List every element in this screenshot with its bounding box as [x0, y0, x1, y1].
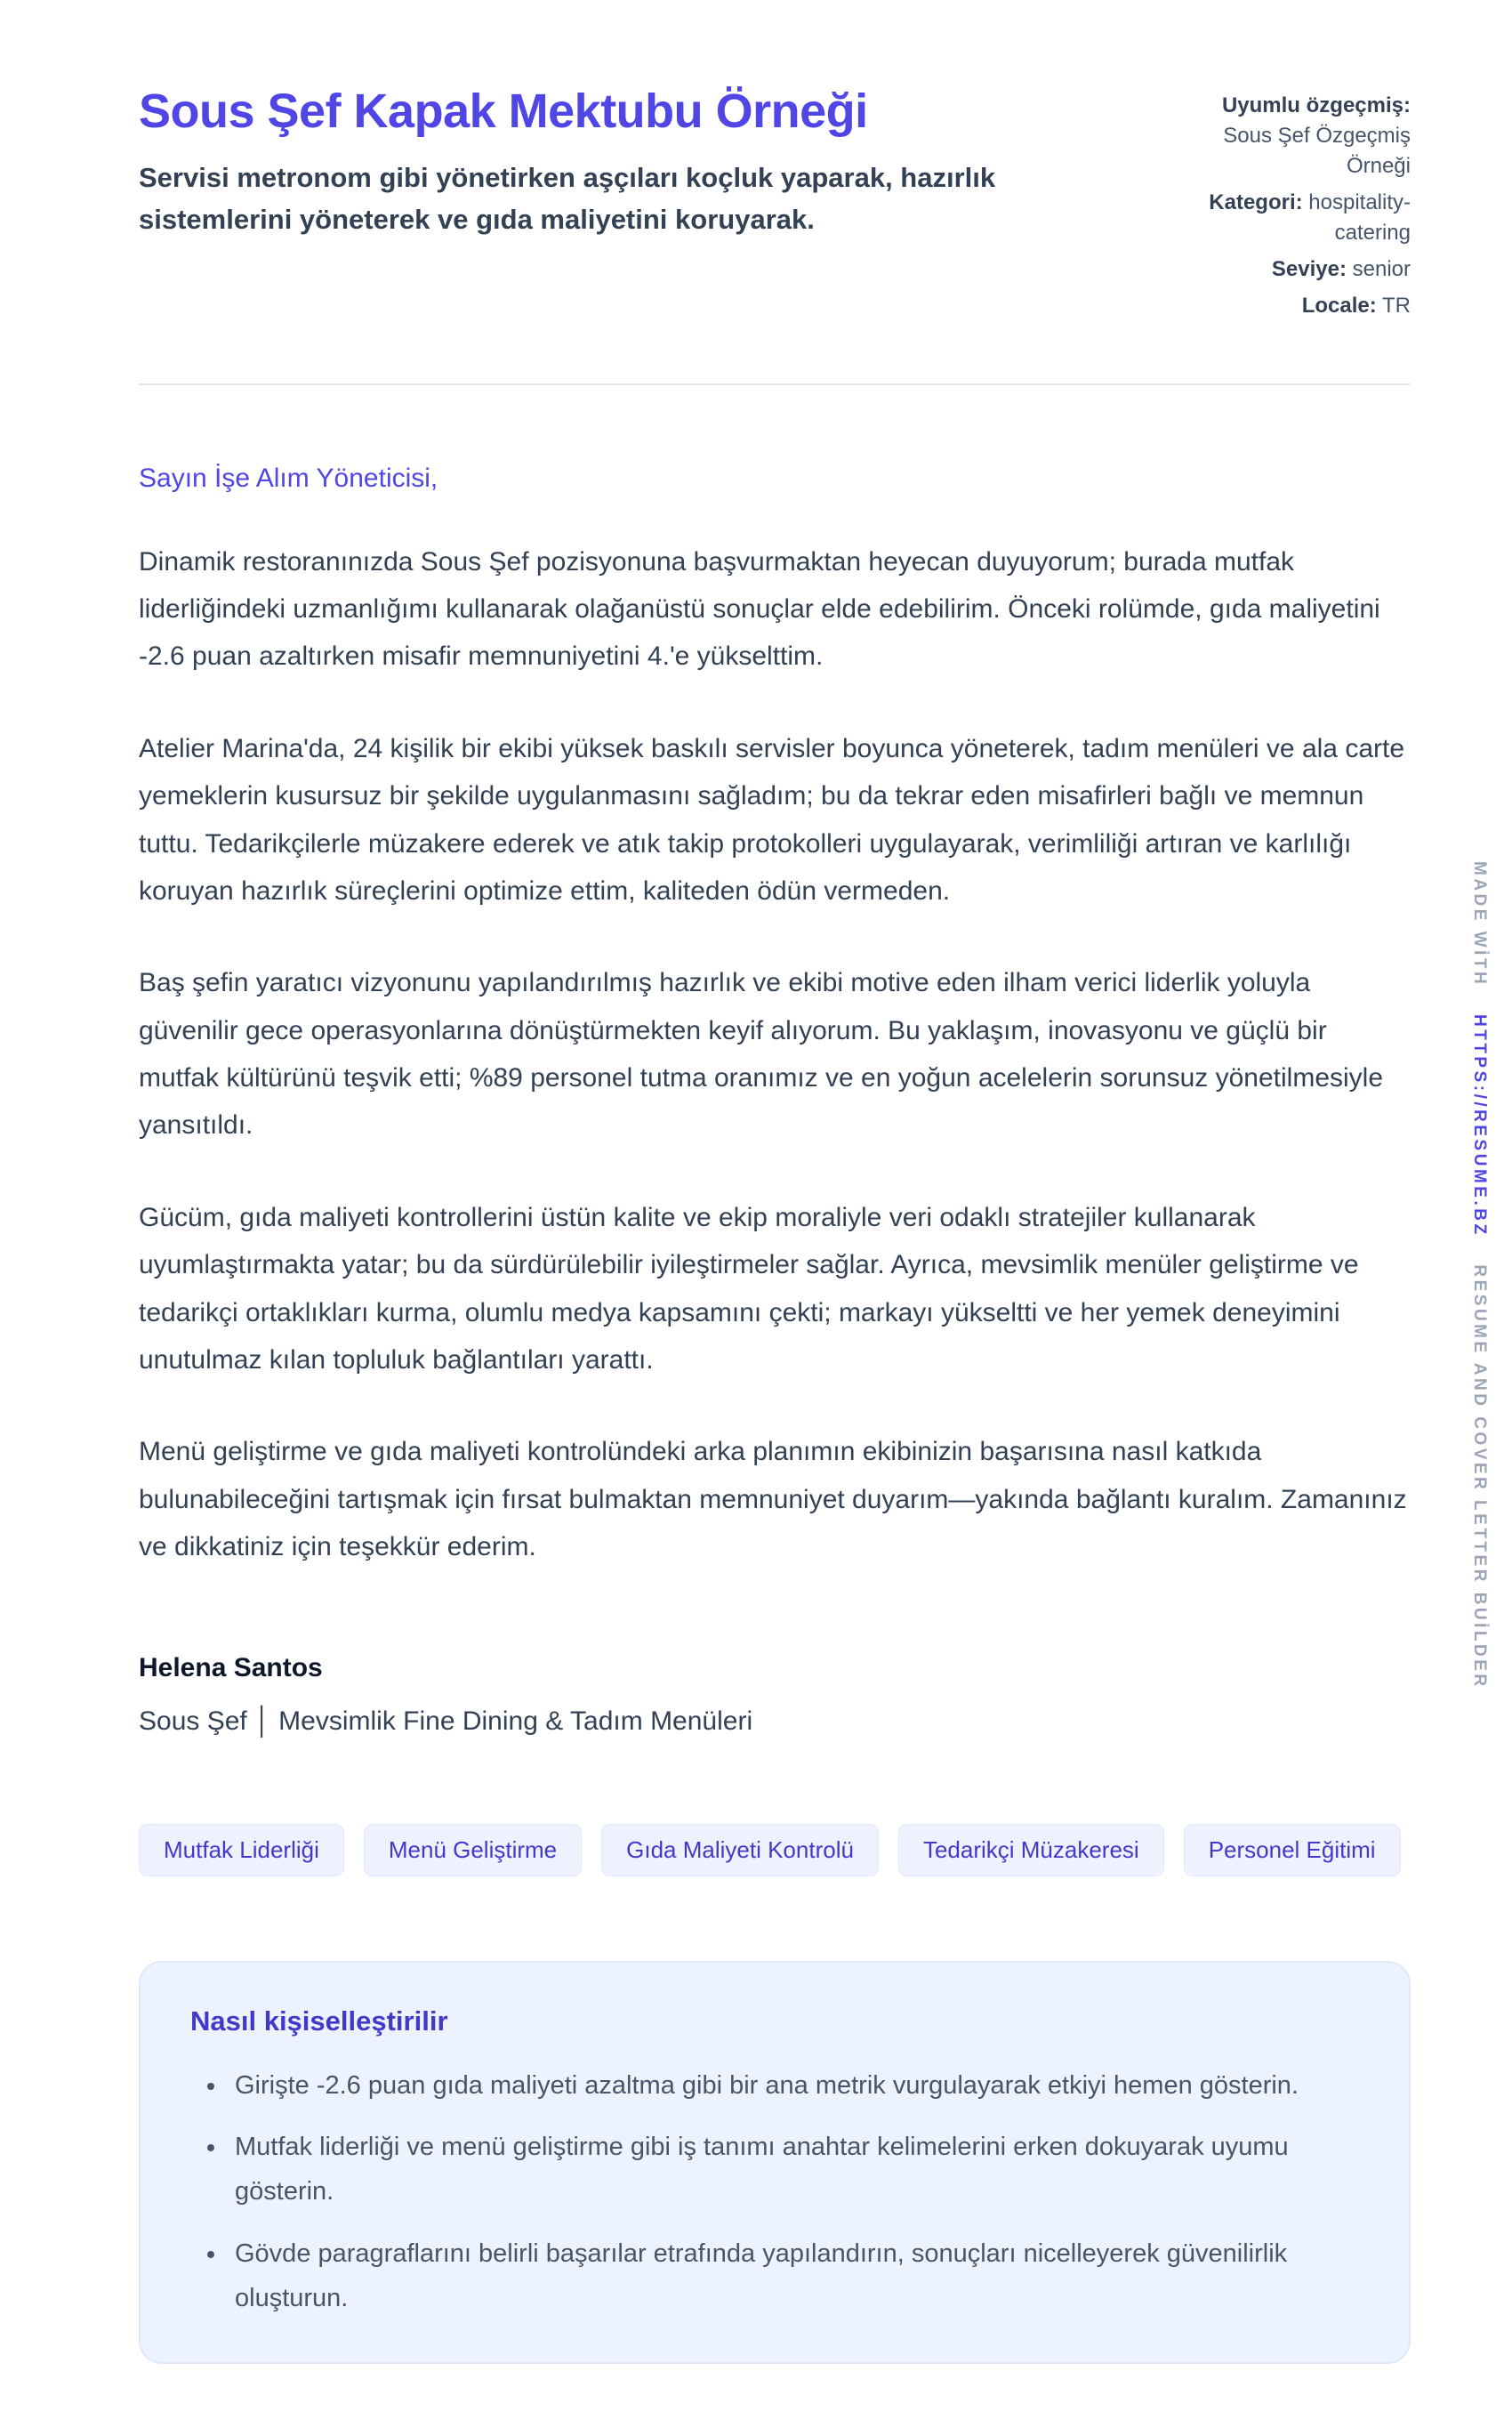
page-header	[139, 85, 1411, 328]
meta-level	[1175, 254, 1411, 285]
letter-paragraph: Dinamik restoranınızda Sous Şef pozisyonuna başvurmaktan heyecan duyuyorum; burada mutfak liderliğindeki uzmanlığımı kullanarak olağanüstü sonuçlar elde edebilirim. Önceki rolümde, gıda maliyetini -2.6 puan azaltırken misafir memnuniyetini 4.'e yükselttim.	[139, 546, 1380, 672]
signature-role: Sous Şef │ Mevsimlik Fine Dining & Tadım Menüleri	[139, 1706, 753, 1736]
watermark-suffix: RESUME AND COVER LETTER BUİLDER	[1470, 1264, 1489, 1690]
watermark-resume-bz-link[interactable]: HTTPS://RESUME.BZ	[1470, 1014, 1489, 1238]
meta-locale-label: Locale:	[1301, 294, 1377, 319]
meta-matching-resume-value: Sous Şef Özgeçmiş Örneği	[1223, 124, 1411, 179]
title-block	[139, 85, 1082, 240]
meta-category-value: hospitality-catering	[1308, 190, 1411, 246]
meta-category	[1175, 188, 1411, 248]
letter-paragraph: Gücüm, gıda maliyeti kontrollerini üstün kalite ve ekip moraliyle veri odaklı stratejiler kullanarak uyumlaştırmakta yatar; bu da sürdürülebilir iyileştirmeler sağlar. Ayrıca, mevsimlik menüler geliştirme ve tedarikçi ortaklıkları kurma, olumlu medya kapsamını çekti; markayı yükseltti ve her yemek deneyimini unutulmaz kılan topluluk bağlantıları yarattı.	[139, 1202, 1359, 1375]
made-with-watermark	[1469, 861, 1489, 1690]
tag-pill[interactable]: Menü Geliştirme	[364, 1824, 582, 1876]
cover-letter-body	[139, 464, 1411, 1737]
tips-title: Nasıl kişiselleştirilir	[190, 2005, 448, 2037]
meta-locale-value: TR	[1382, 294, 1411, 319]
letter-paragraph: Atelier Marina'da, 24 kişilik bir ekibi yüksek baskılı servisler boyunca yöneterek, tadım menüleri ve ala carte yemeklerin kusursuz bir şekilde uygulanmasını sağladım; bu da tekrar eden misafirleri bağlı ve memnun tuttu. Tedarikçilerle müzakere ederek ve atık takip protokolleri uygulayarak, verimliliği artıran ve karlılığı koruyan hazırlık süreçlerini optimize ettim, kaliteden ödün vermeden.	[139, 733, 1405, 906]
meta-matching-resume-label: Uyumlu özgeçmiş:	[1221, 93, 1411, 117]
example-meta	[1175, 85, 1411, 328]
tag-pill[interactable]: Tedarikçi Müzakeresi	[898, 1824, 1164, 1876]
meta-level-value: senior	[1352, 257, 1411, 282]
letter-paragraph: Baş şefin yaratıcı vizyonunu yapılandırılmış hazırlık ve ekibi motive eden ilham verici liderlik yoluyla güvenilir gece operasyonlarına dönüştürmekten keyif alıyorum. Bu yaklaşım, inovasyonu ve güçlü bir mutfak kültürünü teşvik etti; %89 personel tutma oranımız ve en yoğun acelelerin sorunsuz yönetilmesiyle yansıtıldı.	[139, 968, 1384, 1141]
watermark-prefix: MADE WİTH	[1470, 861, 1489, 988]
tag-pill[interactable]: Mutfak Liderliği	[139, 1824, 344, 1876]
tips-list	[190, 2064, 1359, 2321]
page-subtitle: Servisi metronom gibi yönetirken aşçıları koçluk yaparak, hazırlık sistemlerini yöneterek ve gıda maliyetini koruyarak.	[139, 162, 996, 235]
letter-greeting: Sayın İşe Alım Yöneticisi,	[139, 463, 438, 493]
page-title: Sous Şef Kapak Mektubu Örneği	[139, 85, 868, 138]
signature-name: Helena Santos	[139, 1652, 323, 1682]
skill-tags	[139, 1824, 1411, 1876]
meta-level-label: Seviye:	[1271, 257, 1347, 282]
meta-locale	[1175, 291, 1411, 321]
header-divider	[139, 383, 1411, 385]
meta-category-label: Kategori:	[1209, 190, 1303, 215]
tip-item: • Mutfak liderliği ve menü geliştirme gibi iş tanımı anahtar kelimelerini erken dokuyarak uyumu gösterin.	[228, 2126, 1359, 2214]
tip-item: • Gövde paragraflarını belirli başarılar etrafında yapılandırın, sonuçları nicelleyerek güvenilirlik oluşturun.	[228, 2232, 1359, 2321]
personalization-tips-card	[139, 1961, 1411, 2364]
tip-item: • Girişte -2.6 puan gıda maliyeti azaltma gibi bir ana metrik vurgulayarak etkiyi hemen gösterin.	[228, 2064, 1359, 2109]
letter-paragraph: Menü geliştirme ve gıda maliyeti kontrolündeki arka planımın ekibinizin başarısına nasıl katkıda bulunabileceğini tartışmak için fırsat bulmaktan memnuniyet duyarım—yakında bağlantı kuralım. Zamanınız ve dikkatiniz için teşekkür ederim.	[139, 1437, 1407, 1562]
tag-pill[interactable]: Personel Eğitimi	[1184, 1824, 1401, 1876]
tag-pill[interactable]: Gıda Maliyeti Kontrolü	[601, 1824, 879, 1876]
meta-matching-resume	[1175, 91, 1411, 182]
